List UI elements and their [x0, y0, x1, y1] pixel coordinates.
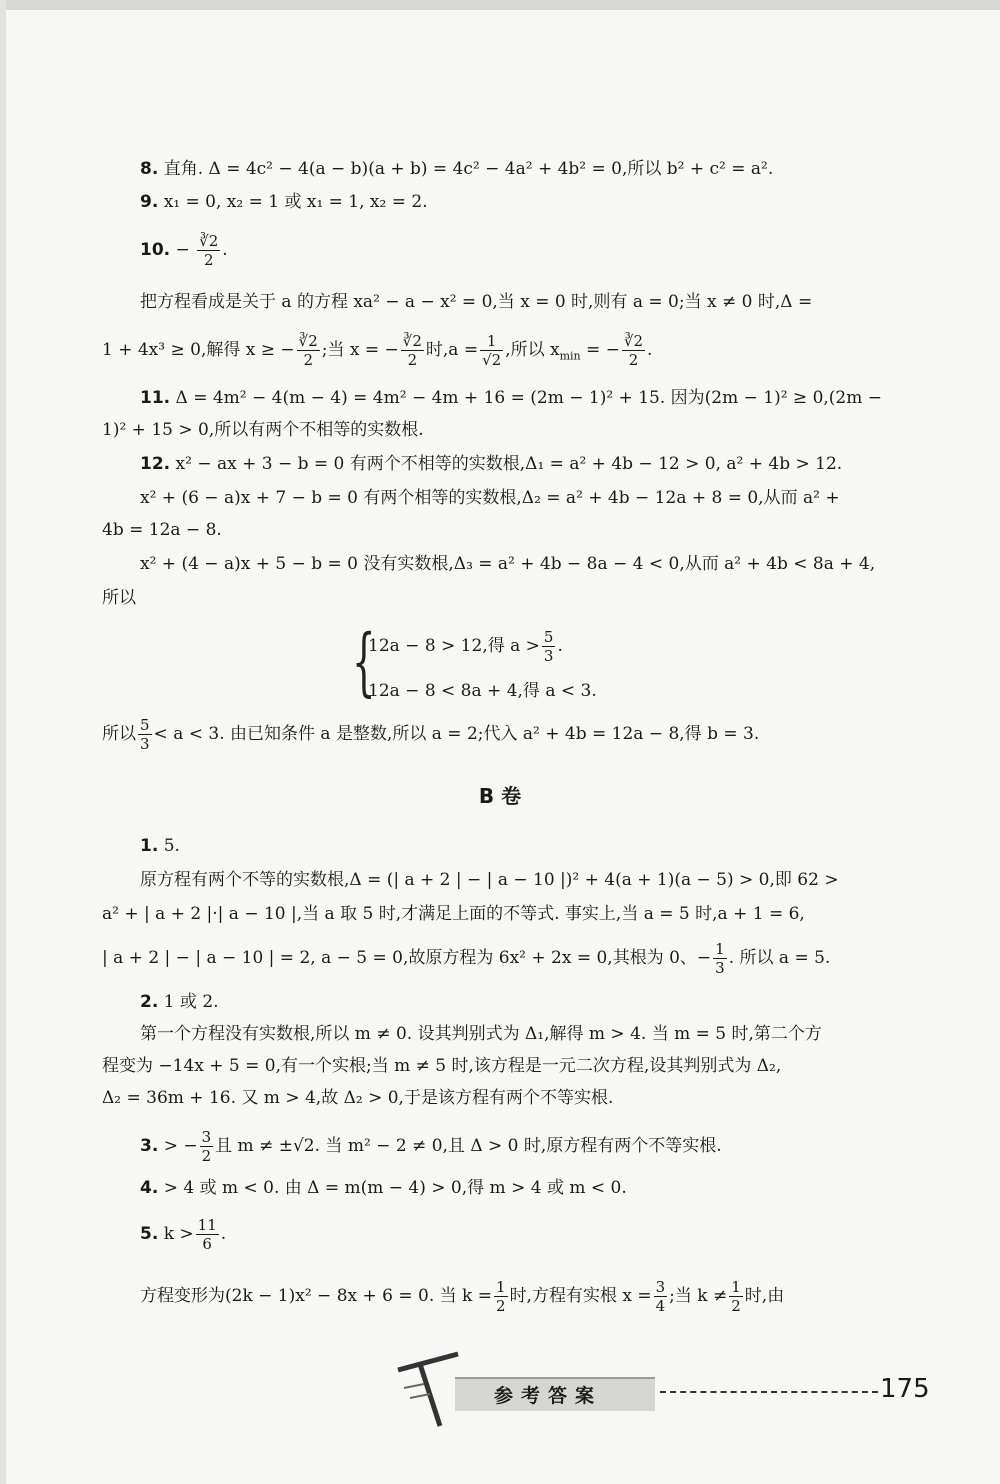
answer-number: 12. — [140, 454, 171, 474]
fraction: $\frac{∛2}{2}$ — [199, 232, 219, 269]
b-answer-4 — [140, 1176, 900, 1200]
answer-number: 11. — [140, 388, 171, 408]
b-answer-1-line-4: | a + 2 | − | a − 10 | = 2, a − 5 = 0,故原方程为 6x² + 2x = 0,其根为 0、− $\frac{1}{3}$ . 所以 a = 5. — [102, 940, 831, 977]
answer-text: 4b = 12a − 8. — [102, 520, 222, 540]
answer-number: 4. — [140, 1178, 159, 1198]
answer-text: 5. — [163, 836, 180, 856]
answer-text: − — [175, 240, 190, 260]
b-answer-2-line-2 — [140, 1022, 900, 1046]
answer-text: 所以 — [102, 724, 136, 744]
answer-10-explanation-2: 1 + 4x³ ≥ 0,解得 x ≥ − $\frac{∛2}{2}$ ;当 x = − $\frac{∛2}{2}$ 时,a = $\frac{1}{√2}$ ,所以 $x_{min}$ = − $\frac{∛2}{2}$ . — [102, 332, 653, 369]
answer-text: 方程变形为(2k − 1)x² − 8x + 6 = 0. 当 k = — [140, 1286, 493, 1306]
answer-10: 10. − $\frac{∛2}{2}$ . — [140, 232, 228, 269]
answer-number: 3. — [140, 1136, 159, 1156]
fraction: $\frac{5}{3}$ — [140, 716, 150, 753]
fraction: $\frac{∛2}{2}$ — [402, 332, 422, 369]
answer-text: | a + 2 | − | a − 10 | = 2, a − 5 = 0,故原方程为 6x² + 2x = 0,其根为 0、− — [102, 948, 712, 968]
answer-text: 1)² + 15 > 0,所以有两个不相等的实数根. — [102, 420, 424, 440]
answer-number: 9. — [140, 192, 159, 212]
answer-text: x₁ = 0, x₂ = 1 或 x₁ = 1, x₂ = 2. — [163, 192, 428, 212]
fraction: $\frac{1}{3}$ — [715, 940, 725, 977]
brace: { — [352, 619, 376, 705]
answer-text: k > — [163, 1224, 194, 1244]
left-border — [0, 0, 6, 1484]
system-row-1: 12a − 8 > 12,得 a > $\frac{5}{3}$ . — [368, 628, 563, 665]
fraction: $\frac{3}{4}$ — [655, 1278, 666, 1315]
answer-10-explanation-1 — [140, 290, 900, 314]
answer-12 — [140, 452, 900, 476]
section-title: B 卷 — [478, 784, 522, 808]
fraction: $\frac{1}{√2}$ — [482, 332, 502, 369]
answer-text: 直角. Δ = 4c² − 4(a − b)(a + b) = 4c² − 4a² + 4b² = 0,所以 b² + c² = a². — [163, 159, 774, 179]
answer-text: 所以 — [102, 588, 136, 608]
answer-number: 2. — [140, 992, 159, 1012]
fraction: $\frac{3}{2}$ — [201, 1128, 212, 1165]
fraction: $\frac{5}{3}$ — [543, 628, 554, 665]
answer-text: 1 或 2. — [163, 992, 219, 1012]
b-answer-1-line-2 — [140, 868, 900, 892]
answer-11 — [140, 386, 900, 410]
answer-text: < a < 3. 由已知条件 a 是整数,所以 a = 2;代入 a² + 4b = 12a − 8,得 b = 3. — [153, 724, 760, 744]
inequality-system — [352, 618, 652, 708]
answer-12-conclusion — [102, 716, 862, 753]
answer-number: 1. — [140, 836, 159, 856]
b-answer-5-line-2: 方程变形为(2k − 1)x² − 8x + 6 = 0. 当 k = $\frac{1}{2}$ 时,方程有实根 x = $\frac{3}{4}$ ;当 k ≠ $\frac{1}{2}$ 时,由 — [140, 1278, 785, 1315]
b-answer-3: 3. > − $\frac{3}{2}$ 且 m ≠ ±√2. 当 m² − 2 ≠ 0,且 Δ > 0 时,原方程有两个不等实根. — [140, 1128, 722, 1165]
answer-text: > − — [163, 1136, 198, 1156]
answer-number: 5. — [140, 1224, 159, 1244]
answer-number: 10. — [140, 240, 171, 260]
footer-label: 参考答案 — [494, 1385, 603, 1407]
fraction: $\frac{∛2}{2}$ — [298, 332, 318, 369]
pencil-ruler-icon — [390, 1348, 465, 1428]
fraction: $\frac{11}{6}$ — [197, 1216, 217, 1253]
answer-12-line-2 — [140, 486, 900, 510]
answer-number: 8. — [140, 159, 159, 179]
answer-12-line-4 — [140, 552, 900, 576]
fraction: $\frac{∛2}{2}$ — [623, 332, 644, 369]
b-answer-2-line-4 — [102, 1086, 862, 1110]
system-row-2: 12a − 8 < 8a + 4,得 a < 3. — [368, 681, 597, 701]
answer-text: 原方程有两个不等的实数根,Δ = (| a + 2 | − | a − 10 |)² + 4(a + 1)(a − 5) > 0,即 62 > — [140, 870, 839, 890]
b-answer-1-line-3 — [102, 902, 862, 926]
answer-text: 程变为 −14x + 5 = 0,有一个实根;当 m ≠ 5 时,该方程是一元二次方程,设其判别式为 Δ₂, — [102, 1056, 782, 1076]
answer-9 — [140, 190, 900, 214]
answer-text: 1 + 4x³ ≥ 0,解得 x ≥ − — [102, 340, 295, 360]
answer-text: 第一个方程没有实数根,所以 m ≠ 0. 设其判别式为 Δ₁,解得 m > 4. 当 m = 5 时,第二个方 — [140, 1024, 822, 1044]
answer-text: > 4 或 m < 0. 由 Δ = m(m − 4) > 0,得 m > 4 或 m < 0. — [163, 1178, 627, 1198]
b-answer-2-line-3 — [102, 1054, 862, 1078]
fraction: $\frac{1}{2}$ — [496, 1278, 506, 1315]
answer-12-line-5 — [102, 586, 862, 610]
answer-12-line-3 — [102, 518, 862, 542]
answer-text: x² − ax + 3 − b = 0 有两个不相等的实数根,Δ₁ = a² + 4b − 12 > 0, a² + 4b > 12. — [175, 454, 843, 474]
answer-11-cont — [102, 418, 862, 442]
answer-text: x² + (4 − a)x + 5 − b = 0 没有实数根,Δ₃ = a² + 4b − 8a − 4 < 0,从而 a² + 4b < 8a + 4, — [140, 554, 876, 574]
footer-dashed-rule — [660, 1391, 878, 1393]
fraction: $\frac{1}{2}$ — [731, 1278, 741, 1315]
answer-text: 把方程看成是关于 a 的方程 xa² − a − x² = 0,当 x = 0 时,则有 a = 0;当 x ≠ 0 时,Δ = — [140, 292, 813, 312]
answer-text: Δ₂ = 36m + 16. 又 m > 4,故 Δ₂ > 0,于是该方程有两个不等实根. — [102, 1088, 614, 1108]
b-answer-1 — [140, 834, 900, 858]
answer-8 — [140, 157, 900, 181]
answer-text: x² + (6 − a)x + 7 − b = 0 有两个相等的实数根,Δ₂ = a² + 4b − 12a + 8 = 0,从而 a² + — [140, 488, 840, 508]
b-answer-2 — [140, 990, 900, 1014]
answer-text: Δ = 4m² − 4(m − 4) = 4m² − 4m + 16 = (2m − 1)² + 15. 因为(2m − 1)² ≥ 0,(2m − — [175, 388, 883, 408]
top-border — [0, 0, 1000, 10]
page-number: 175 — [880, 1374, 930, 1404]
b-answer-5: 5. k > $\frac{11}{6}$ . — [140, 1216, 227, 1253]
answer-text: a² + | a + 2 |·| a − 10 |,当 a 取 5 时,才满足上面的不等式. 事实上,当 a = 5 时,a + 1 = 6, — [102, 904, 805, 924]
